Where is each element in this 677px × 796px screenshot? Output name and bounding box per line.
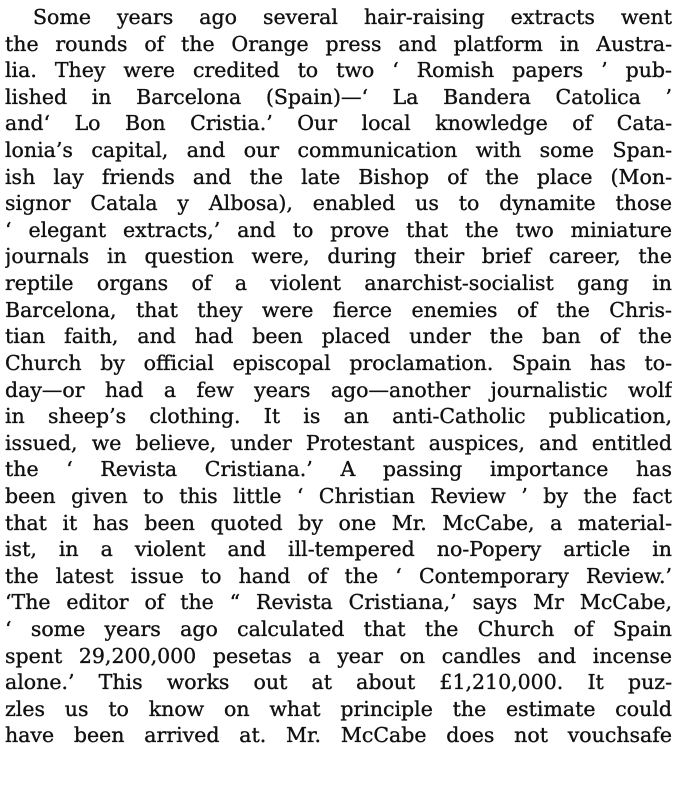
text-line: ish lay friends and the late Bishop of the place (Mon-: [5, 164, 672, 189]
text-line: Some years ago several hair-raising extracts went: [33, 5, 672, 29]
text-line: day—or had a few years ago—another journalistic wolf: [5, 377, 672, 402]
text-line: lonia’s capital, and our communication with some Span-: [5, 138, 672, 163]
text-line: signor Catala y Albosa), enabled us to dynamite those: [5, 191, 672, 216]
text-line: lia. They were credited to two ‘ Romish papers ’ pub-: [5, 58, 672, 83]
text-line: been given to this little ‘ Christian Review ’ by the fact: [5, 483, 672, 508]
text-line: Church by official episcopal proclamation. Spain has to-: [5, 350, 672, 375]
text-line: ist, in a violent and ill-tempered no-Popery article in: [5, 537, 672, 562]
text-line: alone.’ This works out at about £1,210,000. It puz-: [5, 670, 672, 695]
text-line: zles us to know on what principle the estimate could: [5, 696, 672, 721]
text-line: the rounds of the Orange press and platform in Austra-: [5, 31, 672, 56]
text-line: journals in question were, during their brief career, the: [5, 244, 672, 269]
text-line: tian faith, and had been placed under the ban of the: [5, 324, 672, 349]
text-line: reptile organs of a violent anarchist-socialist gang in: [5, 271, 672, 296]
text-line: ‘ some years ago calculated that the Church of Spain: [5, 617, 672, 642]
text-line: the ‘ Revista Cristiana.’ A passing importance has: [5, 457, 672, 482]
text-line: the latest issue to hand of the ‘ Contemporary Review.’: [5, 563, 672, 588]
text-line: that it has been quoted by one Mr. McCabe, a material-: [5, 510, 672, 535]
text-line: issued, we believe, under Protestant auspices, and entitled: [5, 430, 672, 455]
text-line: have been arrived at. Mr. McCabe does not vouchsafe: [5, 723, 672, 748]
text-line: ‘ elegant extracts,’ and to prove that the two miniature: [5, 217, 672, 242]
article-column: [5, 4, 672, 749]
text-line: ‘The editor of the “ Revista Cristiana,’ says Mr McCabe,: [5, 590, 672, 615]
text-line: spent 29,200,000 pesetas a year on candles and incense: [5, 643, 672, 668]
text-line: and‘ Lo Bon Cristia.’ Our local knowledge of Cata-: [5, 111, 672, 136]
text-line: lished in Barcelona (Spain)—‘ La Bandera Catolica ’: [5, 84, 672, 109]
text-line: Barcelona, that they were fierce enemies of the Chris-: [5, 297, 672, 322]
text-line: in sheep’s clothing. It is an anti-Catholic publication,: [5, 404, 672, 429]
